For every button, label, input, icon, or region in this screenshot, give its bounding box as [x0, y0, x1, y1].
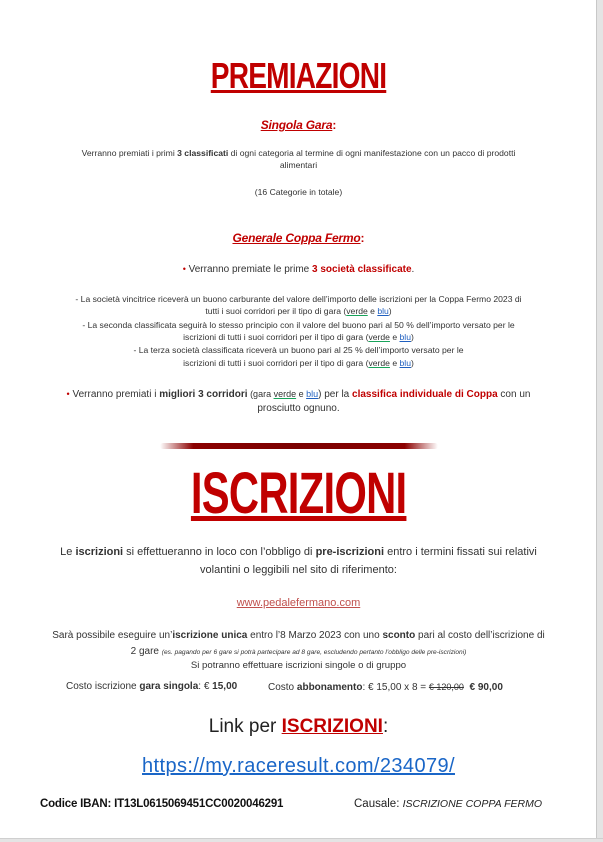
raceresult-link[interactable]: https://my.raceresult.com/234079/ — [142, 755, 455, 777]
website-link[interactable]: www.pedalefermano.com — [236, 597, 361, 609]
old-price: € 120,00 — [428, 682, 464, 692]
costo-abbonamento: Costo abbonamento: € 15,00 x 8 = € 120,00 € 90,00 — [268, 682, 503, 693]
corridori-line2: prosciutto ognuno. — [257, 403, 340, 414]
iscrizioni-intro-line2: volantini o leggibili nel sito di riferimento: — [200, 564, 397, 576]
link-iscrizioni-label: Link per ISCRIZIONI: — [208, 716, 389, 737]
bullet-icon: • — [182, 264, 186, 274]
societa-bullet: • Verranno premiate le prime 3 società classificate. — [182, 264, 415, 275]
vincitrice-line1: - La società vincitrice riceverà un buono carburante del valore dell’importo delle iscrizioni per la Coppa Fermo 2023 di — [75, 294, 522, 304]
raceresult-link-wrap — [0, 755, 597, 778]
generale-coppa-heading: Generale Coppa Fermo: — [232, 231, 365, 245]
seconda-line2: iscrizioni di tutti i suoi corridori per il tipo di gara (verde e blu) — [183, 332, 414, 342]
categories-note: (16 Categorie in totale) — [254, 187, 343, 197]
singola-gara-line1: Verranno premiati i primi 3 classificati di ogni categoria al termine di ogni manifestazione con un pacco di prodotti — [81, 148, 516, 158]
terza-line1: - La terza società classificata riceverà un buono pari al 25 % dell’importo versato per le — [133, 345, 464, 355]
iban-row — [40, 797, 283, 812]
vincitrice-line2: tutti i suoi corridori per il tipo di gara (verde e blu) — [205, 306, 392, 316]
corridori-line1: • Verranno premiati i migliori 3 corridori (gara verde e blu) per la classifica individuale di Coppa con un — [66, 389, 531, 400]
premiazioni-title: PREMIAZIONI — [210, 55, 387, 96]
iscrizione-unica-line1: Sarà possibile eseguire un’iscrizione unica entro l’8 Marzo 2023 con uno sconto pari al costo dell’iscrizione di — [52, 630, 545, 641]
causale-row: Causale: ISCRIZIONE COPPA FERMO — [354, 798, 543, 810]
iscrizioni-singole: Si potranno effettuare iscrizioni singole o di gruppo — [190, 660, 407, 671]
page-edge-right — [596, 0, 603, 842]
seconda-line1: - La seconda classificata seguirà lo stesso principio con il valore del buono pari al 50 % dell’importo versato per le — [82, 320, 515, 330]
iscrizione-unica-line2: 2 gare (es. pagando per 6 gare si potrà partecipare ad 8 gare, escludendo pertanto l’obbligo delle pre-iscrizioni) — [130, 646, 467, 657]
costo-gara-singola: Costo iscrizione gara singola: € 15,00 — [66, 681, 238, 692]
bullet-icon: • — [66, 389, 70, 399]
singola-gara-heading: Singola Gara: — [260, 118, 337, 132]
section-divider — [160, 443, 438, 449]
iscrizioni-title-wrap — [0, 462, 597, 526]
premiazioni-title-wrap — [0, 56, 597, 96]
iscrizioni-title: ISCRIZIONI — [190, 461, 407, 526]
iscrizioni-intro-line1: Le iscrizioni si effettueranno in loco con l’obbligo di pre-iscrizioni entro i termini fissati sui relativi — [60, 546, 537, 558]
terza-line2: iscrizioni di tutti i suoi corridori per il tipo di gara (verde e blu) — [183, 358, 414, 368]
new-price: € 90,00 — [469, 682, 503, 693]
page-edge-bottom — [0, 838, 603, 842]
website-link-wrap — [0, 597, 597, 609]
iban-label: Codice IBAN: IT13L0615069451CC0020046291 — [40, 798, 284, 810]
singola-gara-line2: alimentari — [279, 160, 318, 170]
